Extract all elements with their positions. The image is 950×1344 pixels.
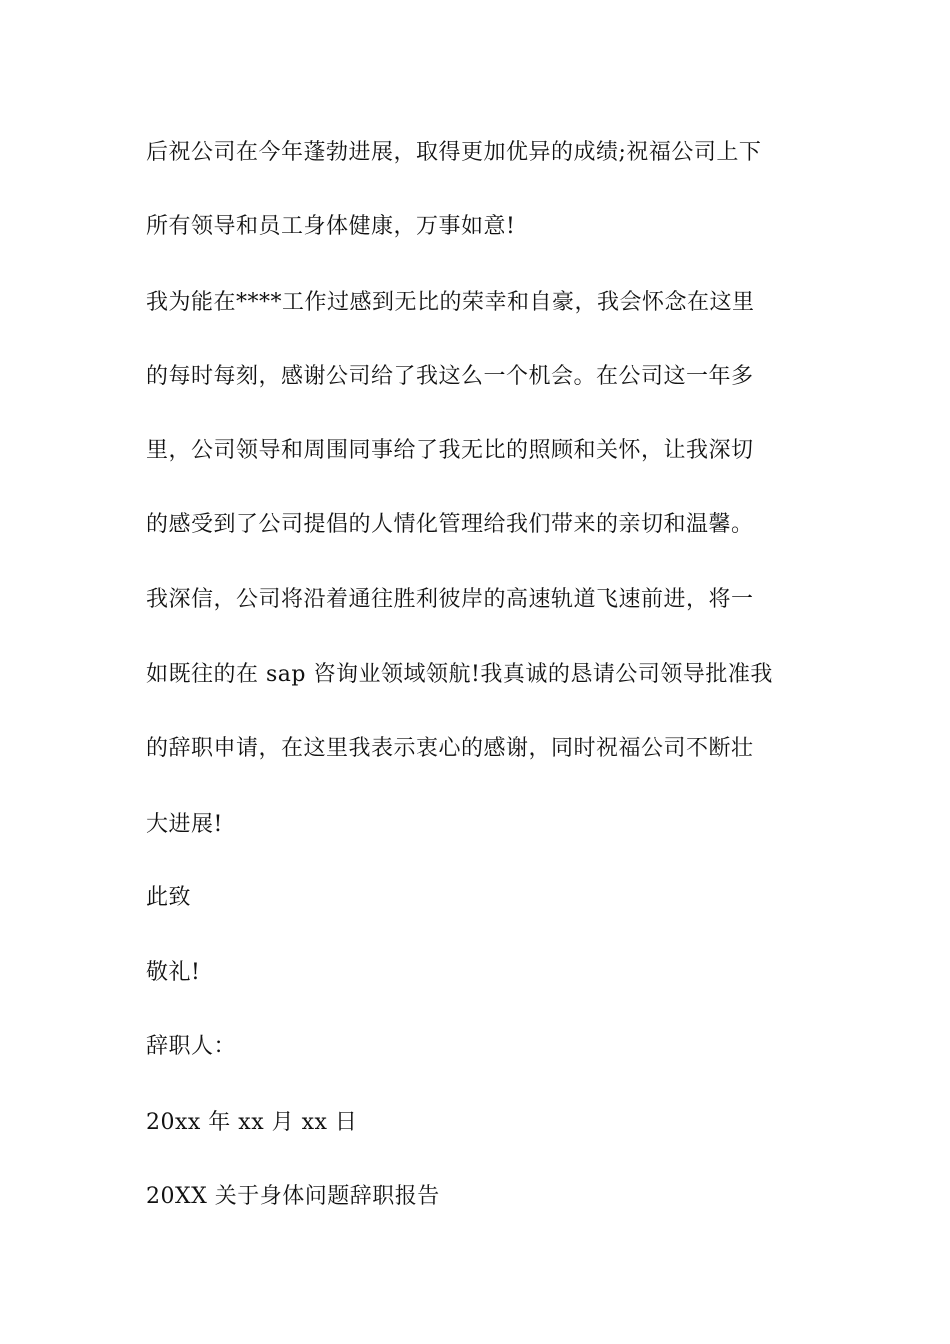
signature-label: 辞职人： bbox=[146, 1034, 237, 1059]
paragraph-line: 我深信，公司将沿着通往胜利彼岸的高速轨道飞速前进，将一 bbox=[146, 587, 754, 612]
closing-salutation: 此致 bbox=[146, 885, 192, 910]
paragraph-line: 我为能在****工作过感到无比的荣幸和自豪，我会怀念在这里 bbox=[146, 290, 755, 315]
paragraph-line: 的每时每刻，感谢公司给了我这么一个机会。在公司这一年多 bbox=[146, 364, 754, 389]
paragraph-line: 大进展! bbox=[146, 812, 223, 837]
paragraph-line: 如既往的在 sap 咨询业领域领航!我真诚的恳请公司领导批准我 bbox=[146, 662, 773, 687]
date-line: 20xx 年 xx 月 xx 日 bbox=[146, 1110, 358, 1135]
paragraph-line: 后祝公司在今年蓬勃进展，取得更加优异的成绩;祝福公司上下 bbox=[146, 140, 762, 165]
paragraph-line: 的辞职申请，在这里我表示衷心的感谢，同时祝福公司不断壮 bbox=[146, 736, 754, 761]
paragraph-line: 的感受到了公司提倡的人情化管理给我们带来的亲切和温馨。 bbox=[146, 512, 754, 537]
next-section-title: 20XX 关于身体问题辞职报告 bbox=[146, 1184, 440, 1209]
paragraph-line: 所有领导和员工身体健康，万事如意! bbox=[146, 214, 516, 239]
paragraph-line: 里，公司领导和周围同事给了我无比的照顾和关怀，让我深切 bbox=[146, 438, 754, 463]
closing-regards: 敬礼! bbox=[146, 960, 201, 985]
